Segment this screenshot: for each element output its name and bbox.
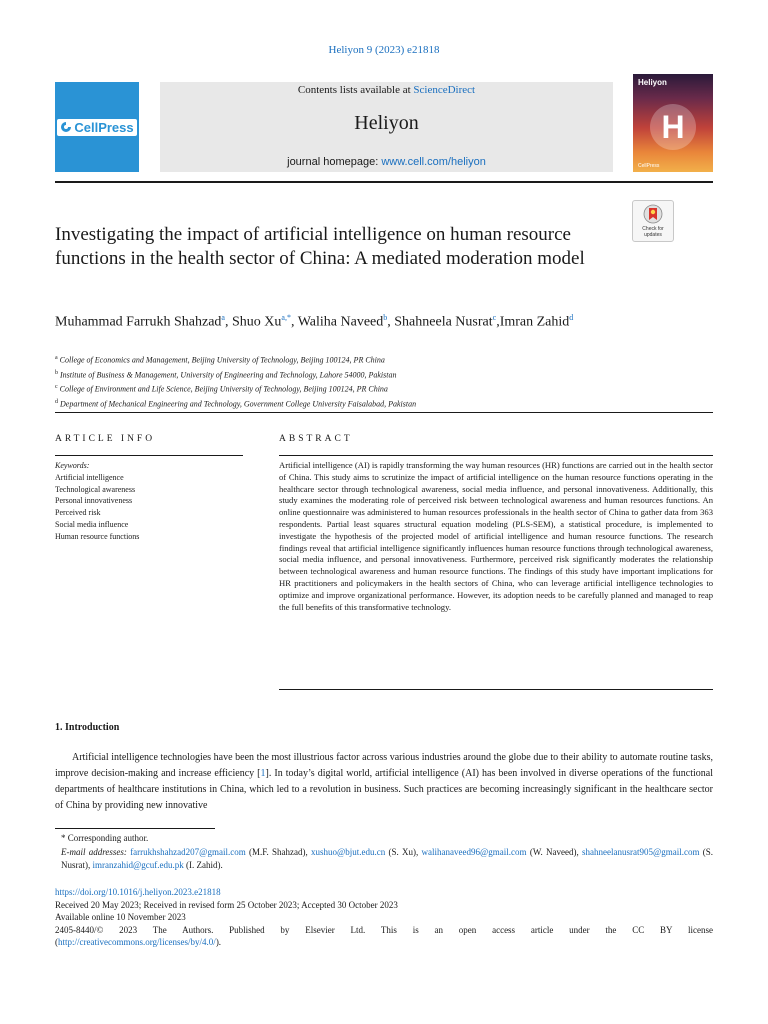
affiliation-marker: a [55, 355, 58, 361]
paper-title: Investigating the impact of artificial intelligence on human resource functions in the health sector of China: A mediated moderation model [55, 224, 585, 269]
doi-link[interactable]: https://doi.org/10.1016/j.heliyon.2023.e21818 [55, 887, 221, 897]
affiliation-item [55, 381, 695, 396]
author-separator: , [290, 314, 298, 330]
journal-reference[interactable]: Heliyon 9 (2023) e21818 [328, 44, 440, 56]
received-dates: Received 20 May 2023; Received in revised form 25 October 2023; Accepted 30 October 2023 [55, 899, 398, 910]
affiliation-marker: d [55, 398, 58, 405]
publication-info [55, 886, 713, 949]
sciencedirect-link[interactable]: ScienceDirect [413, 84, 476, 96]
author-name[interactable]: Shuo Xu [231, 314, 282, 330]
footnote-divider [55, 828, 215, 829]
header-divider [55, 181, 713, 183]
email-addresses [55, 846, 713, 873]
author-name[interactable]: Shahneela Nusrat [394, 314, 493, 330]
introduction-heading: 1. Introduction [55, 722, 120, 733]
author-affiliation-marker[interactable]: d [569, 313, 574, 322]
available-online: Available online 10 November 2023 [55, 912, 186, 922]
keyword-item: Technological awareness [55, 484, 136, 494]
keyword-item: Perceived risk [55, 508, 101, 518]
affiliation-item [55, 352, 695, 367]
author-affiliation-marker[interactable]: a [221, 313, 225, 322]
keyword-item: Human resource functions [55, 531, 140, 541]
affiliation-text: College of Economics and Management, Beijing University of Technology, Beijing 100124, PR China [59, 355, 385, 365]
email-owner: (S. Nusrat), [61, 846, 714, 870]
email-link[interactable]: shahneelanusrat905@gmail.com [581, 846, 700, 857]
homepage-line: journal homepage: www.cell.com/heliyon [287, 156, 486, 168]
affiliation-marker: c [55, 384, 58, 391]
author-name[interactable]: Imran Zahid [499, 314, 570, 330]
email-link[interactable]: imranzahid@gcuf.edu.pk [92, 860, 184, 870]
cellpress-badge [57, 119, 136, 136]
email-owner: (I. Zahid). [183, 860, 223, 870]
cellpress-mark-icon [60, 121, 72, 133]
cover-letter: H [661, 109, 685, 145]
keywords-block [55, 460, 243, 543]
license-url-line: (http://creativecommons.org/licenses/by/4.0/). [55, 937, 222, 947]
email-owner: (M.F. Shahzad), [245, 846, 311, 857]
author-affiliation-marker[interactable]: a,* [281, 313, 291, 322]
cellpress-logo-text: CellPress [74, 119, 134, 135]
author-separator: , [224, 314, 232, 330]
affiliation-marker: b [55, 369, 58, 376]
bookmark-icon [633, 201, 673, 227]
cellpress-logo[interactable] [55, 82, 139, 172]
affiliation-text: College of Environment and Life Science, Beijing University of Technology, Beijing 100124, PR China [59, 384, 388, 394]
abstract-divider [279, 455, 713, 456]
email-owner: (W. Naveed), [526, 846, 582, 857]
introduction-paragraph: Artificial intelligence technologies have been the most illustrious factor across various industries around the globe due to their ability to automate routine tasks, improve decision-making and increase efficiency [1]. In today’s digital world, artificial intelligence (AI) has been involved in diverse operations of the functional departments of healthcare institutions in China, which led to a revolution in business. Such practices are becoming increasingly significant in the healthcare sector of China by providing new innovative [55, 752, 713, 811]
contents-line: Contents lists available at ScienceDirect [297, 84, 476, 96]
affiliation-list [55, 352, 695, 411]
license-link[interactable]: http://creativecommons.org/licenses/by/4.0/ [58, 937, 216, 947]
cover-title: Heliyon [638, 78, 667, 87]
license-statement: 2405-8440/© 2023 The Authors. Published by Elsevier Ltd. This is an open access article under the CC BY license [55, 924, 713, 935]
affiliation-text: Institute of Business & Management, University of Engineering and Technology, Lahore 54000, Pakistan [60, 370, 397, 380]
keywords-list [55, 472, 243, 543]
keyword-item: Artificial intelligence [55, 472, 124, 482]
email-link[interactable]: walihanaveed96@gmail.com [421, 846, 527, 857]
email-link[interactable]: farrukhshahzad207@gmail.com [130, 846, 246, 857]
author-separator: , [496, 314, 500, 330]
journal-cover-image[interactable] [633, 74, 713, 172]
email-list [61, 847, 713, 871]
author-list [55, 308, 655, 332]
email-owner: (S. Xu), [385, 846, 422, 857]
abstract-heading: ABSTRACT [279, 434, 353, 444]
check-for-updates-label: Check for updates [642, 226, 664, 238]
author-affiliation-marker[interactable]: c [492, 313, 497, 322]
journal-homepage-link[interactable]: www.cell.com/heliyon [381, 156, 486, 168]
check-for-updates-button[interactable] [632, 200, 674, 242]
journal-title: Heliyon [354, 112, 419, 134]
article-info-divider [55, 455, 243, 456]
author-separator: , [387, 314, 395, 330]
journal-header [160, 82, 613, 172]
email-link[interactable]: xushuo@bjut.edu.cn [311, 846, 386, 857]
abstract-bottom-divider [279, 689, 713, 690]
section-divider [55, 412, 713, 413]
article-info-heading: ARTICLE INFO [55, 434, 156, 444]
abstract-text: Artificial intelligence (AI) is rapidly transforming the way human resources (HR) functions are carried out in the health sector of China. This study aims to scrutinize the impact of artificial intelligence on the human resource functions operating in the healthcare sector through technological awareness, social media influence, and personal innovativeness. Additionally, this study examines the moderating role of perceived risk between technological awareness and human resources functions. An online questionnaire was administered to human resources professionals in the health sector of China to gather data from 363 respondents. Partial least squares structural equation modeling (PLS-SEM), a statistical procedure, is implemented to investigate the hypothesis of the projected model of artificial intelligence and human resource functions. The research findings reveal that artificial intelligence significantly influences human resource functions through technological awareness, social media influence, and personal innovativeness. Furthermore, perceived risk significantly moderates the relationship between technological awareness and human resource functions. The findings of this study have important implications for HR practitioners and policymakers in the health sectors of China, who can leverage artificial intelligence technologies to optimize and improve organizational performance. However, its adoption needs to be carefully planned and managed to reap the full benefits of this transformative technology. [279, 460, 713, 612]
affiliation-item [55, 396, 695, 411]
author-name[interactable]: Waliha Naveed [297, 314, 384, 330]
footnotes [55, 832, 713, 873]
keyword-item: Personal innovativeness [55, 496, 133, 506]
corresponding-author-note: * Corresponding author. [61, 833, 149, 843]
author-name[interactable]: Muhammad Farrukh Shahzad [55, 314, 222, 330]
affiliation-item [55, 367, 695, 382]
keywords-label: Keywords: [55, 461, 90, 470]
cover-publisher: CellPress [638, 163, 660, 169]
author-affiliation-marker[interactable]: b [383, 313, 388, 322]
email-label: E-mail addresses: [61, 846, 127, 857]
affiliation-text: Department of Mechanical Engineering and Technology, Government College University Faisalabad, Pakistan [60, 399, 417, 409]
citation-link[interactable]: 1 [260, 768, 266, 779]
keyword-item: Social media influence [55, 519, 129, 529]
